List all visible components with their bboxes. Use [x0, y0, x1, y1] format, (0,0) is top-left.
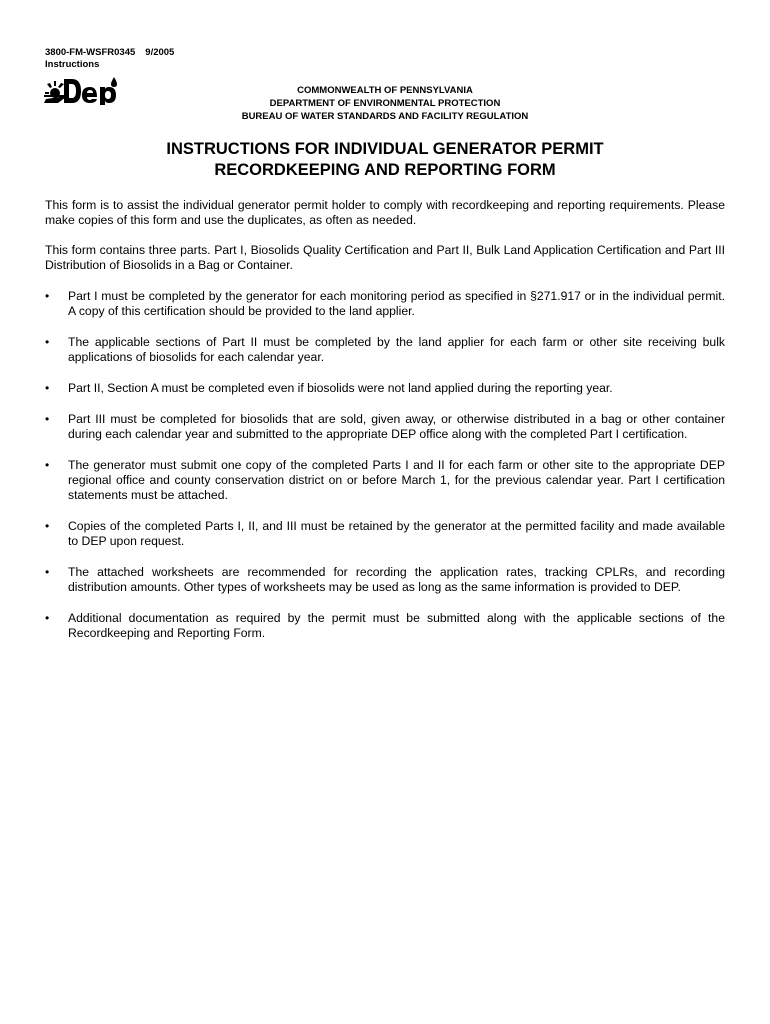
list-item-text: Part III must be completed for biosolids that are sold, given away, or otherwise distributed in a bag or other container during each calendar year and submitted to the appropriate DEP office along with the completed Part I certification.: [68, 412, 725, 441]
bullet-icon: •: [45, 519, 50, 533]
list-item: [45, 611, 725, 641]
list-item-text: Copies of the completed Parts I, II, and III must be retained by the generator at the permitted facility and made available to DEP upon request.: [68, 519, 725, 548]
page-title: [0, 139, 770, 181]
instruction-list: [45, 289, 725, 641]
bullet-icon: •: [45, 412, 50, 426]
list-item-text: The attached worksheets are recommended for recording the application rates, tracking CPLRs, and recording distribution amounts. Other types of worksheets may be used as long as the same information is provided to DEP.: [68, 565, 725, 594]
list-item-text: Part I must be completed by the generator for each monitoring period as specified in §271.917 or in the individual permit. A copy of this certification should be provided to the land applier.: [68, 289, 725, 318]
list-item: [45, 458, 725, 503]
list-item-text: Additional documentation as required by the permit must be submitted along with the applicable sections of the Recordkeeping and Reporting Form.: [68, 611, 725, 640]
agency-block: [0, 84, 770, 123]
title-line-2: RECORDKEEPING AND REPORTING FORM: [214, 161, 556, 179]
list-item: [45, 381, 725, 396]
agency-line-bureau: BUREAU OF WATER STANDARDS AND FACILITY REGULATION: [241, 111, 529, 122]
list-item: [45, 412, 725, 442]
bullet-icon: •: [45, 611, 50, 625]
form-number: 3800-FM-WSFR0345: [45, 47, 136, 58]
list-item: [45, 519, 725, 549]
title-line-1: INSTRUCTIONS FOR INDIVIDUAL GENERATOR PERMIT: [166, 140, 604, 158]
bullet-icon: •: [45, 289, 50, 303]
intro-paragraph-2: This form contains three parts. Part I, Biosolids Quality Certification and Part II, Bulk Land Application Certification and Part III Distribution of Biosolids in a Bag or Container.: [45, 243, 725, 272]
form-number-line: [45, 47, 174, 59]
bullet-icon: •: [45, 335, 50, 349]
list-item: [45, 289, 725, 319]
form-date: 9/2005: [145, 47, 175, 58]
list-item-text: The applicable sections of Part II must be completed by the land applier for each farm or other site receiving bulk applications of biosolids for each calendar year.: [68, 335, 725, 364]
form-subtitle: Instructions: [45, 59, 100, 70]
intro-paragraph-1: This form is to assist the individual generator permit holder to comply with recordkeeping and reporting requirements. Please make copies of this form and use the duplicates, as often as needed.: [45, 198, 725, 227]
list-item-text: The generator must submit one copy of the completed Parts I and II for each farm or other site to the appropriate DEP regional office and county conservation district on or before March 1, for the previous calendar year. Part I certification statements must be attached.: [68, 458, 725, 502]
agency-line-department: DEPARTMENT OF ENVIRONMENTAL PROTECTION: [269, 98, 501, 109]
list-item: [45, 335, 725, 365]
agency-line-commonwealth: COMMONWEALTH OF PENNSYLVANIA: [297, 85, 473, 96]
list-item-text: Part II, Section A must be completed even if biosolids were not land applied during the reporting year.: [68, 381, 613, 395]
bullet-icon: •: [45, 381, 50, 395]
list-item: [45, 565, 725, 595]
bullet-icon: •: [45, 458, 50, 472]
bullet-icon: •: [45, 565, 50, 579]
